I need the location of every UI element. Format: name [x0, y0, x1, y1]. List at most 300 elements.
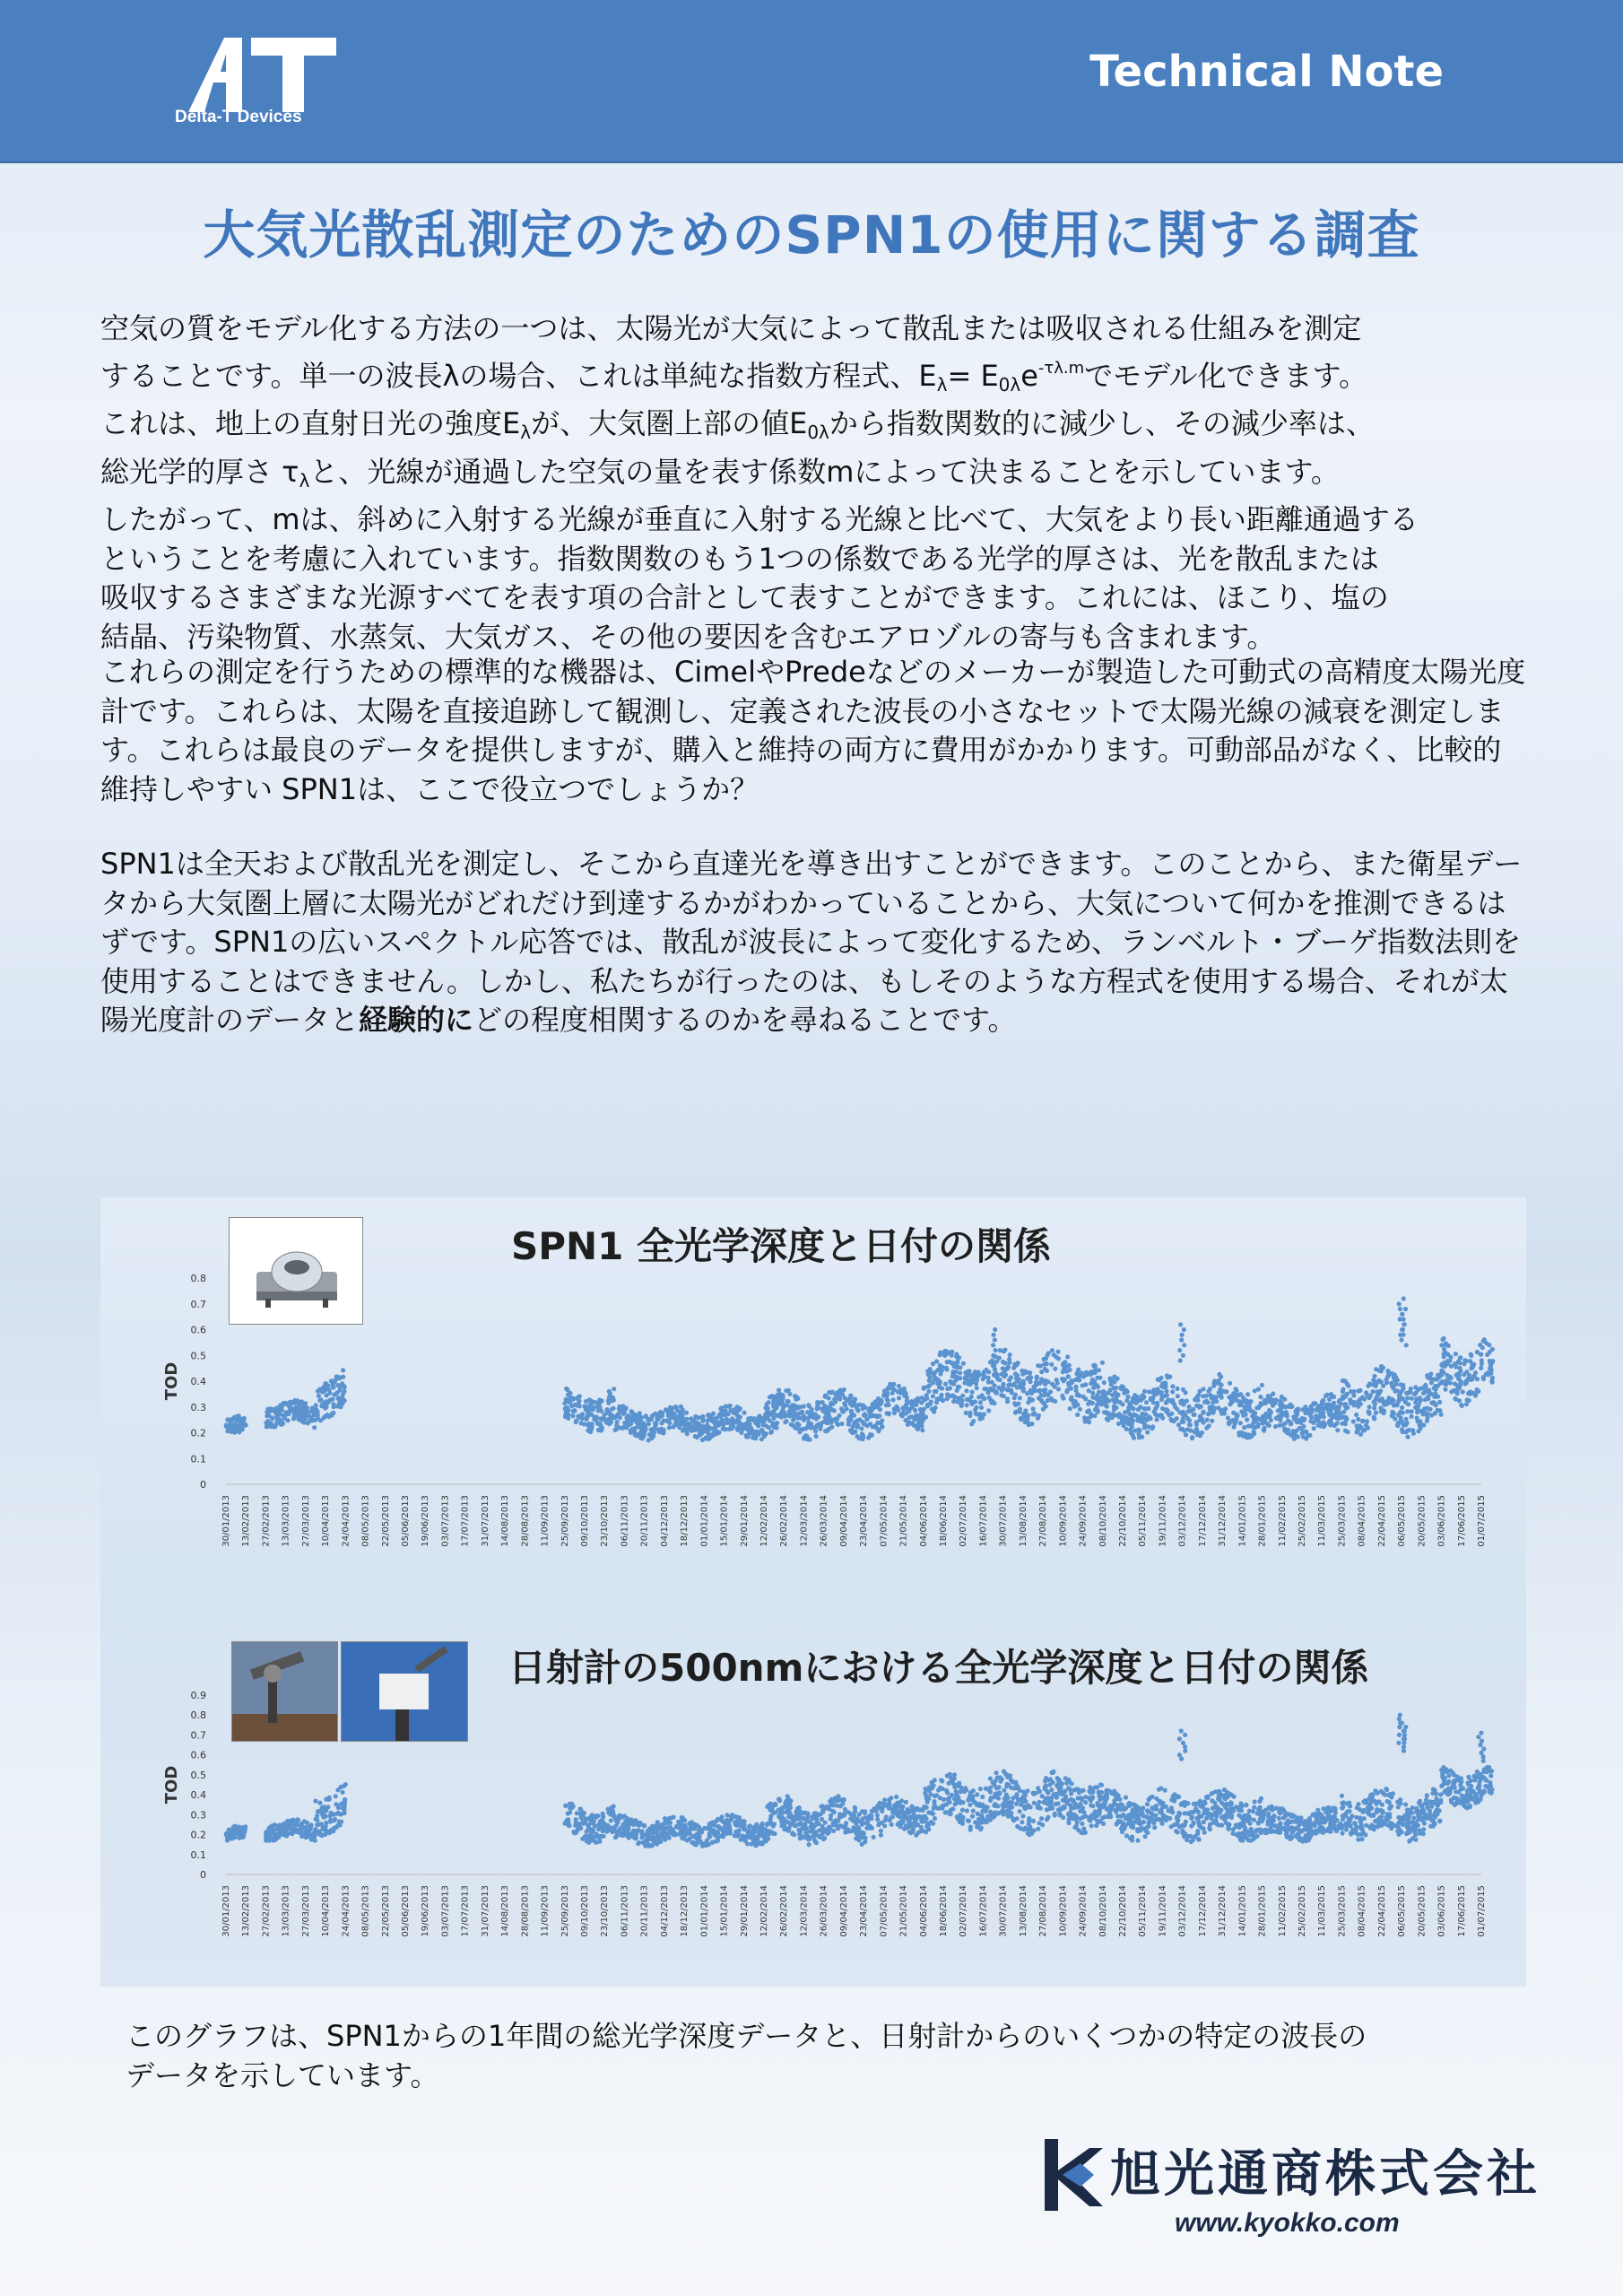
data-point: [1391, 1398, 1395, 1403]
data-point: [1155, 1401, 1159, 1405]
data-point: [233, 1825, 238, 1830]
data-point: [1026, 1805, 1030, 1809]
data-point: [949, 1381, 953, 1386]
data-point: [975, 1386, 979, 1390]
data-point: [566, 1817, 570, 1822]
data-point: [750, 1829, 754, 1833]
x-tick-label: 04/12/2013: [659, 1495, 670, 1547]
data-point: [762, 1434, 767, 1439]
data-point: [600, 1817, 604, 1822]
data-point: [1406, 1402, 1410, 1406]
chart-1: [100, 1269, 1526, 1610]
y-tick-label: 0.9: [190, 1690, 206, 1701]
data-point: [1443, 1387, 1447, 1392]
data-point: [1050, 1382, 1055, 1387]
data-point: [1479, 1366, 1483, 1370]
data-point: [232, 1427, 237, 1431]
data-point: [303, 1414, 308, 1419]
y-axis-label: TOD: [162, 1361, 181, 1401]
data-point: [915, 1426, 919, 1431]
data-point: [1117, 1414, 1122, 1419]
data-point: [767, 1425, 771, 1430]
data-point: [1490, 1376, 1495, 1380]
data-point: [890, 1814, 895, 1819]
data-point: [812, 1425, 817, 1430]
data-point: [1067, 1368, 1072, 1372]
data-point: [693, 1414, 698, 1419]
data-point: [1088, 1400, 1092, 1405]
data-point: [823, 1395, 828, 1399]
data-point: [1069, 1791, 1073, 1796]
data-point: [595, 1813, 600, 1818]
p1-line: 総光学的厚さ $\tau_\lambda$と、光線が通過した空気の量を表す係数mによって決まることを示しています。: [100, 454, 1340, 491]
data-point: [674, 1824, 679, 1829]
data-point: [1083, 1800, 1088, 1805]
x-tick-label: 16/07/2014: [978, 1885, 989, 1937]
x-tick-label: 22/05/2013: [380, 1495, 391, 1547]
data-point: [742, 1411, 746, 1415]
p1-line: したがって、mは、斜めに入射する光線が垂直に入射する光線と比べて、大気をより長い距離通過する: [100, 502, 1419, 536]
data-point: [790, 1831, 794, 1836]
data-point: [978, 1787, 983, 1791]
data-point: [960, 1800, 965, 1805]
data-point: [922, 1386, 926, 1390]
data-point: [611, 1811, 615, 1815]
y-tick-label: 0.2: [190, 1829, 206, 1841]
data-point: [989, 1387, 994, 1391]
data-point: [763, 1827, 768, 1831]
data-point: [1447, 1359, 1452, 1363]
data-point: [626, 1827, 630, 1831]
data-point: [941, 1398, 945, 1403]
data-point: [1028, 1379, 1033, 1384]
x-tick-label: 11/09/2013: [540, 1885, 551, 1937]
data-point: [577, 1812, 582, 1816]
data-point: [972, 1800, 976, 1805]
x-tick-label: 27/02/2013: [261, 1495, 272, 1547]
x-tick-label: 11/02/2015: [1277, 1885, 1288, 1937]
data-point: [1005, 1399, 1010, 1404]
data-point: [1001, 1812, 1005, 1816]
data-point: [341, 1392, 345, 1396]
x-tick-label: 23/04/2014: [859, 1495, 870, 1547]
data-point: [227, 1827, 231, 1831]
data-point: [1410, 1409, 1414, 1413]
data-point: [801, 1823, 805, 1828]
data-point: [1077, 1394, 1081, 1398]
data-point: [673, 1832, 678, 1837]
x-tick-label: 09/10/2013: [580, 1885, 590, 1937]
data-point: [725, 1813, 729, 1817]
data-point: [816, 1405, 820, 1410]
x-tick-label: 13/03/2013: [281, 1495, 291, 1547]
data-point: [802, 1404, 806, 1408]
data-point: [1341, 1387, 1345, 1391]
x-tick-label: 25/03/2015: [1337, 1495, 1348, 1547]
data-point: [694, 1836, 699, 1840]
emphasis-text: 経験的に: [359, 1003, 474, 1037]
data-point: [864, 1836, 868, 1840]
data-point: [1010, 1800, 1014, 1805]
data-point: [1341, 1378, 1345, 1383]
data-point: [1150, 1424, 1155, 1429]
data-point: [1458, 1355, 1462, 1360]
chart-2: [100, 1686, 1526, 1987]
data-point: [1373, 1402, 1377, 1406]
data-point: [1312, 1426, 1316, 1431]
data-point: [334, 1378, 338, 1382]
data-point: [1459, 1403, 1463, 1407]
data-point: [1025, 1391, 1029, 1396]
data-point: [1184, 1432, 1188, 1437]
data-point: [1197, 1838, 1202, 1842]
data-point: [1401, 1383, 1405, 1387]
data-point: [1066, 1821, 1071, 1825]
data-point: [655, 1428, 660, 1432]
data-point: [1253, 1388, 1257, 1393]
data-point: [1180, 1333, 1185, 1337]
data-point: [1005, 1801, 1010, 1805]
data-point: [1012, 1780, 1017, 1785]
data-point: [904, 1812, 908, 1816]
data-point: [768, 1802, 773, 1806]
data-point: [959, 1816, 964, 1821]
data-point: [1296, 1406, 1300, 1411]
data-point: [1020, 1813, 1025, 1818]
data-point: [590, 1830, 595, 1834]
data-point: [773, 1803, 777, 1807]
data-point: [1004, 1784, 1009, 1788]
x-tick-label: 12/02/2014: [759, 1495, 769, 1547]
data-point: [320, 1825, 325, 1830]
data-point: [650, 1834, 655, 1839]
data-point: [1484, 1341, 1488, 1345]
data-point: [308, 1823, 312, 1828]
data-point: [314, 1403, 318, 1407]
data-point: [1081, 1805, 1085, 1810]
x-tick-label: 20/05/2015: [1417, 1885, 1428, 1937]
data-point: [904, 1403, 908, 1407]
data-point: [1042, 1800, 1046, 1805]
data-point: [786, 1814, 791, 1819]
data-point: [343, 1805, 347, 1809]
data-point: [994, 1770, 999, 1775]
data-point: [939, 1778, 943, 1782]
data-point: [806, 1423, 811, 1428]
data-point: [1060, 1792, 1064, 1796]
data-point: [230, 1836, 234, 1840]
x-tick-label: 20/05/2015: [1417, 1495, 1428, 1547]
y-tick-label: 0.5: [190, 1769, 206, 1781]
data-point: [872, 1413, 877, 1418]
data-point: [945, 1396, 950, 1401]
data-point: [922, 1407, 926, 1412]
data-point: [341, 1368, 345, 1372]
data-point: [1234, 1395, 1238, 1399]
data-point: [926, 1372, 931, 1377]
data-point: [1296, 1419, 1300, 1423]
data-point: [328, 1830, 333, 1834]
data-point: [340, 1381, 344, 1386]
data-point: [1401, 1387, 1405, 1392]
data-point: [1335, 1428, 1340, 1432]
data-point: [843, 1403, 847, 1407]
data-point: [716, 1430, 721, 1434]
data-point: [1400, 1327, 1404, 1332]
data-point: [582, 1422, 586, 1426]
data-point: [971, 1809, 976, 1813]
data-point: [1074, 1805, 1079, 1809]
x-tick-label: 12/03/2014: [799, 1885, 810, 1937]
x-tick-label: 27/08/2014: [1038, 1495, 1049, 1547]
x-tick-label: 27/03/2013: [300, 1495, 311, 1547]
x-tick-label: 14/08/2013: [500, 1885, 511, 1937]
data-point: [1250, 1413, 1254, 1418]
data-point: [1029, 1398, 1034, 1403]
data-point: [225, 1429, 230, 1433]
data-point: [1089, 1823, 1094, 1828]
data-point: [1018, 1396, 1022, 1400]
x-tick-label: 06/11/2013: [620, 1495, 630, 1547]
data-point: [1141, 1395, 1146, 1399]
x-tick-label: 27/03/2013: [300, 1885, 311, 1937]
data-point: [933, 1803, 937, 1807]
data-point: [595, 1400, 600, 1405]
data-point: [1410, 1428, 1415, 1432]
data-point: [1081, 1395, 1085, 1399]
x-tick-label: 28/01/2015: [1257, 1885, 1268, 1937]
data-point: [875, 1421, 880, 1425]
x-tick-label: 10/04/2013: [321, 1885, 332, 1937]
data-point: [239, 1832, 244, 1837]
data-point: [986, 1379, 991, 1384]
data-point: [781, 1394, 785, 1398]
data-point: [1362, 1397, 1367, 1402]
data-point: [954, 1801, 959, 1805]
data-point: [1421, 1422, 1426, 1427]
data-point: [1178, 1427, 1183, 1431]
data-point: [1440, 1369, 1445, 1373]
data-point: [915, 1807, 919, 1812]
data-point: [1120, 1402, 1124, 1406]
data-point: [1374, 1367, 1378, 1371]
x-tick-label: 29/01/2014: [739, 1885, 750, 1937]
data-point: [1424, 1389, 1428, 1394]
data-point: [803, 1831, 808, 1835]
x-tick-label: 22/10/2014: [1118, 1885, 1128, 1937]
data-point: [1006, 1383, 1011, 1387]
data-point: [1197, 1433, 1202, 1438]
data-point: [690, 1840, 694, 1845]
data-point: [926, 1810, 931, 1814]
data-point: [970, 1794, 975, 1798]
data-point: [961, 1361, 966, 1366]
data-point: [716, 1824, 721, 1829]
data-point: [924, 1794, 928, 1798]
data-point: [836, 1794, 840, 1798]
data-point: [1358, 1388, 1362, 1393]
data-point: [1418, 1423, 1422, 1428]
data-point: [733, 1821, 737, 1825]
data-point: [1252, 1818, 1256, 1822]
data-point: [750, 1430, 754, 1434]
data-point: [843, 1830, 847, 1834]
data-point: [570, 1413, 575, 1418]
data-point: [1090, 1391, 1095, 1396]
data-point: [1303, 1405, 1307, 1409]
data-point: [925, 1403, 930, 1407]
data-point: [886, 1398, 890, 1403]
data-point: [292, 1416, 297, 1421]
data-point: [1167, 1413, 1171, 1417]
data-point: [337, 1375, 342, 1379]
data-point: [842, 1387, 846, 1392]
data-point: [981, 1377, 985, 1381]
data-point: [709, 1434, 714, 1439]
data-point: [621, 1409, 626, 1413]
data-point: [934, 1359, 939, 1363]
x-tick-label: 23/10/2013: [600, 1495, 611, 1547]
x-tick-label: 24/09/2014: [1078, 1495, 1089, 1547]
data-point: [1296, 1434, 1300, 1439]
data-point: [1397, 1396, 1402, 1400]
data-point: [1490, 1380, 1495, 1385]
data-point: [1147, 1389, 1151, 1394]
x-tick-label: 07/05/2014: [879, 1495, 890, 1547]
data-point: [1245, 1392, 1250, 1396]
y-tick-label: 0: [200, 1479, 206, 1491]
data-point: [1457, 1398, 1462, 1403]
data-point: [689, 1416, 693, 1421]
x-tick-label: 04/12/2013: [659, 1885, 670, 1937]
data-point: [726, 1829, 731, 1833]
data-point: [802, 1435, 806, 1439]
data-point: [889, 1796, 893, 1800]
data-point: [748, 1823, 752, 1828]
data-point: [272, 1836, 276, 1840]
data-point: [791, 1414, 795, 1419]
y-tick-label: 0: [200, 1869, 206, 1881]
data-point: [841, 1409, 846, 1413]
data-point: [1490, 1347, 1495, 1352]
data-point: [1379, 1379, 1384, 1384]
data-point: [891, 1397, 896, 1402]
data-point: [985, 1387, 989, 1391]
data-point: [1080, 1788, 1084, 1793]
x-tick-label: 09/04/2014: [838, 1885, 849, 1937]
data-point: [1324, 1394, 1328, 1398]
data-point: [237, 1430, 241, 1434]
data-point: [771, 1411, 776, 1415]
data-point: [924, 1787, 928, 1791]
data-point: [724, 1413, 728, 1417]
data-point: [742, 1424, 746, 1429]
data-point: [795, 1422, 800, 1426]
data-point: [1402, 1422, 1406, 1427]
data-point: [1398, 1415, 1402, 1420]
chart-1-title: SPN1 全光学深度と日付の関係: [511, 1224, 1052, 1268]
data-point: [1009, 1375, 1013, 1379]
data-point: [1035, 1376, 1039, 1380]
x-tick-label: 05/06/2013: [401, 1495, 411, 1547]
data-point: [864, 1821, 868, 1825]
data-point: [1197, 1404, 1202, 1408]
data-point: [910, 1405, 915, 1410]
data-point: [640, 1434, 645, 1439]
data-point: [965, 1397, 969, 1402]
data-point: [1290, 1429, 1295, 1433]
data-point: [938, 1351, 942, 1355]
data-point: [870, 1809, 874, 1813]
data-point: [966, 1818, 970, 1822]
data-point: [1070, 1380, 1074, 1385]
data-point: [940, 1365, 944, 1370]
data-point: [708, 1413, 713, 1418]
data-point: [1318, 1423, 1323, 1428]
x-tick-label: 04/06/2014: [918, 1885, 929, 1937]
data-point: [1089, 1372, 1093, 1377]
data-point: [1488, 1361, 1493, 1365]
data-point: [317, 1394, 321, 1398]
data-point: [582, 1835, 586, 1839]
data-point: [596, 1422, 601, 1426]
data-point: [793, 1394, 797, 1398]
data-point: [770, 1421, 775, 1425]
data-point: [684, 1417, 689, 1422]
data-point: [1221, 1389, 1226, 1394]
data-point: [784, 1388, 788, 1393]
data-point: [775, 1421, 779, 1425]
data-point: [894, 1802, 898, 1806]
x-tick-label: 01/07/2015: [1477, 1885, 1487, 1937]
data-point: [1020, 1416, 1024, 1421]
data-point: [884, 1814, 889, 1819]
data-point: [859, 1426, 864, 1431]
x-tick-label: 06/11/2013: [620, 1885, 630, 1937]
data-point: [282, 1416, 287, 1421]
data-point: [1329, 1419, 1333, 1423]
data-point: [976, 1812, 980, 1816]
data-point: [697, 1831, 701, 1835]
data-point: [852, 1818, 856, 1822]
data-point: [269, 1406, 273, 1411]
data-point: [1317, 1409, 1322, 1413]
data-point: [1403, 1307, 1408, 1311]
x-tick-label: 19/06/2013: [421, 1495, 431, 1547]
data-point: [637, 1840, 641, 1845]
data-point: [1454, 1352, 1458, 1356]
data-point: [1102, 1410, 1107, 1414]
data-point: [1343, 1405, 1348, 1409]
data-point: [1194, 1422, 1199, 1427]
data-point: [1046, 1801, 1051, 1805]
x-tick-label: 31/07/2013: [480, 1885, 490, 1937]
data-point: [574, 1420, 578, 1424]
data-point: [771, 1831, 776, 1836]
data-point: [1024, 1416, 1028, 1421]
data-point: [1390, 1410, 1394, 1414]
data-point: [804, 1826, 809, 1831]
data-point: [1400, 1405, 1404, 1410]
data-point: [968, 1803, 972, 1807]
data-point: [985, 1814, 990, 1819]
data-point: [894, 1405, 898, 1410]
data-point: [574, 1830, 578, 1834]
data-point: [733, 1833, 737, 1838]
data-point: [1145, 1430, 1150, 1434]
x-tick-label: 10/09/2014: [1058, 1885, 1069, 1937]
data-point: [562, 1822, 567, 1826]
